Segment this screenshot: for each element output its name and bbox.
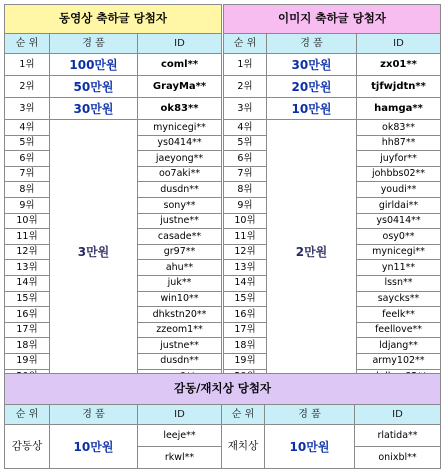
table-row bbox=[5, 425, 441, 447]
winner-id-cell: justne** bbox=[138, 213, 222, 229]
winner-id-cell: zx01** bbox=[357, 54, 441, 76]
rank-cell: 8위 bbox=[224, 182, 267, 198]
table-row bbox=[224, 98, 441, 120]
col-header-id: ID bbox=[138, 34, 222, 54]
rank-cell: 7위 bbox=[5, 166, 50, 182]
col-header-prize: 경 품 bbox=[50, 405, 138, 425]
rank-cell: 18위 bbox=[224, 338, 267, 354]
winner-id-cell: casade** bbox=[138, 229, 222, 245]
winner-id-cell: gr97** bbox=[138, 244, 222, 260]
winner-id-cell: johbbs02** bbox=[357, 166, 441, 182]
winner-id-cell: lssn** bbox=[357, 275, 441, 291]
col-header-prize: 경 품 bbox=[50, 34, 138, 54]
winner-id-cell: dusdn** bbox=[138, 182, 222, 198]
prize-cell: 20만원 bbox=[267, 76, 357, 98]
winner-id-cell: feellove** bbox=[357, 322, 441, 338]
rank-cell: 12위 bbox=[224, 244, 267, 260]
rank-cell: 2위 bbox=[224, 76, 267, 98]
rank-cell: 15위 bbox=[5, 291, 50, 307]
rank-cell: 19위 bbox=[224, 353, 267, 369]
winner-id-cell: juyfor** bbox=[357, 151, 441, 167]
winner-id-cell: oo7aki** bbox=[138, 166, 222, 182]
winner-id-cell: ok83** bbox=[357, 120, 441, 136]
winner-id-cell: zzeom1** bbox=[138, 322, 222, 338]
special-awards-panel bbox=[4, 373, 441, 469]
col-header-prize: 경 품 bbox=[265, 405, 355, 425]
award-name-cell: 재치상 bbox=[222, 425, 265, 469]
prize-cell: 100만원 bbox=[50, 54, 138, 76]
col-header-rank: 순 위 bbox=[5, 34, 50, 54]
rank-cell: 5위 bbox=[224, 135, 267, 151]
rank-cell: 11위 bbox=[5, 229, 50, 245]
table-row bbox=[5, 76, 222, 98]
winner-id-cell: hamga** bbox=[357, 98, 441, 120]
rank-cell: 7위 bbox=[224, 166, 267, 182]
col-header-rank: 순 위 bbox=[5, 405, 50, 425]
winner-id-cell: osy0** bbox=[357, 229, 441, 245]
winner-id-cell: juk** bbox=[138, 275, 222, 291]
video-winners-panel bbox=[4, 4, 222, 385]
video-section-title: 동영상 축하글 당첨자 bbox=[5, 5, 222, 34]
prize-cell: 30만원 bbox=[50, 98, 138, 120]
rank-cell: 3위 bbox=[224, 98, 267, 120]
prize-cell: 10만원 bbox=[50, 425, 138, 469]
table-row bbox=[5, 98, 222, 120]
group-prize-cell: 2만원 bbox=[267, 120, 357, 385]
winner-id-cell: ahu** bbox=[138, 260, 222, 276]
rank-cell: 1위 bbox=[5, 54, 50, 76]
winner-id-cell: rkwl** bbox=[138, 447, 222, 469]
winner-id-cell: onixbl** bbox=[355, 447, 441, 469]
winner-id-cell: jaeyong** bbox=[138, 151, 222, 167]
winner-id-cell: ys0414** bbox=[357, 213, 441, 229]
table-row bbox=[224, 54, 441, 76]
col-header-rank: 순 위 bbox=[222, 405, 265, 425]
special-section-title: 감동/재치상 당첨자 bbox=[5, 374, 441, 405]
table-row bbox=[5, 120, 222, 136]
winner-id-cell: girldai** bbox=[357, 197, 441, 213]
winner-id-cell: yn11** bbox=[357, 260, 441, 276]
rank-cell: 17위 bbox=[224, 322, 267, 338]
rank-cell: 10위 bbox=[224, 213, 267, 229]
image-section-title: 이미지 축하글 당첨자 bbox=[224, 5, 441, 34]
rank-cell: 6위 bbox=[224, 151, 267, 167]
winner-id-cell: sony** bbox=[138, 197, 222, 213]
winner-id-cell: youdi** bbox=[357, 182, 441, 198]
winner-id-cell: saycks** bbox=[357, 291, 441, 307]
winner-id-cell: ldjang** bbox=[357, 338, 441, 354]
col-header-prize: 경 품 bbox=[267, 34, 357, 54]
winner-id-cell: tjfwjdtn** bbox=[357, 76, 441, 98]
col-header-id: ID bbox=[357, 34, 441, 54]
winner-id-cell: hh87** bbox=[357, 135, 441, 151]
prize-cell: 10만원 bbox=[265, 425, 355, 469]
prize-cell: 50만원 bbox=[50, 76, 138, 98]
rank-cell: 16위 bbox=[5, 307, 50, 323]
winner-id-cell: ys0414** bbox=[138, 135, 222, 151]
winner-id-cell: ok83** bbox=[138, 98, 222, 120]
winner-id-cell: dusdn** bbox=[138, 353, 222, 369]
winner-id-cell: mynicegi** bbox=[357, 244, 441, 260]
winner-id-cell: justne** bbox=[138, 338, 222, 354]
table-row bbox=[224, 76, 441, 98]
rank-cell: 15위 bbox=[224, 291, 267, 307]
rank-cell: 1위 bbox=[224, 54, 267, 76]
rank-cell: 12위 bbox=[5, 244, 50, 260]
winner-id-cell: leeje** bbox=[138, 425, 222, 447]
prize-cell: 10만원 bbox=[267, 98, 357, 120]
rank-cell: 5위 bbox=[5, 135, 50, 151]
rank-cell: 9위 bbox=[5, 197, 50, 213]
rank-cell: 13위 bbox=[224, 260, 267, 276]
winner-id-cell: feelk** bbox=[357, 307, 441, 323]
col-header-id: ID bbox=[355, 405, 441, 425]
rank-cell: 16위 bbox=[224, 307, 267, 323]
image-winners-panel bbox=[223, 4, 441, 385]
rank-cell: 18위 bbox=[5, 338, 50, 354]
table-row bbox=[5, 54, 222, 76]
rank-cell: 4위 bbox=[224, 120, 267, 136]
col-header-rank: 순 위 bbox=[224, 34, 267, 54]
rank-cell: 3위 bbox=[5, 98, 50, 120]
rank-cell: 13위 bbox=[5, 260, 50, 276]
rank-cell: 14위 bbox=[224, 275, 267, 291]
winner-id-cell: army102** bbox=[357, 353, 441, 369]
group-prize-cell: 3만원 bbox=[50, 120, 138, 385]
winner-id-cell: win10** bbox=[138, 291, 222, 307]
rank-cell: 2위 bbox=[5, 76, 50, 98]
rank-cell: 17위 bbox=[5, 322, 50, 338]
winner-id-cell: coml** bbox=[138, 54, 222, 76]
rank-cell: 4위 bbox=[5, 120, 50, 136]
rank-cell: 19위 bbox=[5, 353, 50, 369]
rank-cell: 10위 bbox=[5, 213, 50, 229]
table-row bbox=[224, 120, 441, 136]
rank-cell: 9위 bbox=[224, 197, 267, 213]
col-header-id: ID bbox=[138, 405, 222, 425]
rank-cell: 6위 bbox=[5, 151, 50, 167]
rank-cell: 11위 bbox=[224, 229, 267, 245]
winner-id-cell: rlatida** bbox=[355, 425, 441, 447]
award-name-cell: 감동상 bbox=[5, 425, 50, 469]
winner-id-cell: GrayMa** bbox=[138, 76, 222, 98]
rank-cell: 8위 bbox=[5, 182, 50, 198]
winner-id-cell: dhkstn20** bbox=[138, 307, 222, 323]
winner-id-cell: mynicegi** bbox=[138, 120, 222, 136]
rank-cell: 14위 bbox=[5, 275, 50, 291]
winners-board bbox=[4, 4, 440, 468]
prize-cell: 30만원 bbox=[267, 54, 357, 76]
